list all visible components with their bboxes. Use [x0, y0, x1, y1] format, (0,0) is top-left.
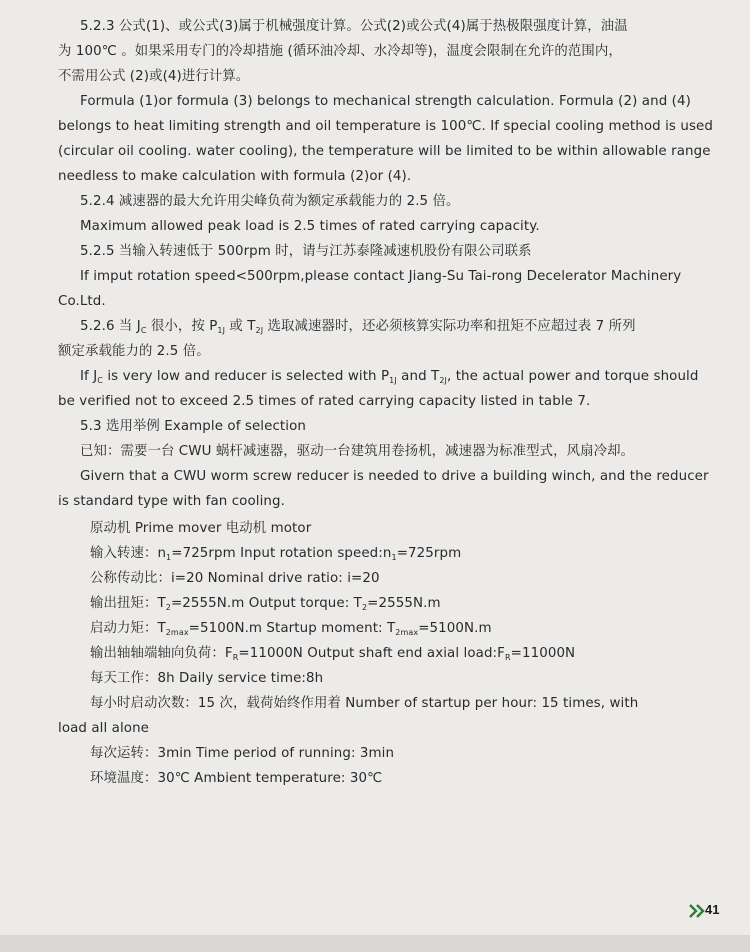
line-text: If imput rotation speed<500rpm,please contact Jiang-Su Tai-rong Decelerator Machinery	[80, 269, 682, 284]
text-line	[58, 143, 711, 161]
line-text: 公称传动比：i=20 Nominal drive ratio: i=20	[90, 571, 380, 586]
line-text: (circular oil cooling. water cooling), the temperature will be limited to be within allowable range	[58, 144, 711, 159]
text-line	[58, 118, 713, 136]
subscript-text: 2J	[255, 326, 264, 335]
line-text: Formula (1)or formula (3) belongs to mechanical strength calculation. Formula (2) and (4)	[80, 94, 691, 109]
line-text: =2555N.m	[367, 596, 441, 611]
double-chevron-icon	[688, 903, 706, 919]
text-line	[90, 520, 311, 538]
text-line	[58, 493, 285, 511]
subscript-text: C	[97, 376, 103, 385]
text-line	[90, 595, 441, 613]
text-line	[80, 418, 306, 436]
text-line	[80, 368, 698, 386]
line-text: Co.Ltd.	[58, 294, 106, 309]
line-text: load all alone	[58, 721, 150, 736]
subscript-text: C	[140, 326, 147, 335]
line-text: 额定承载能力的 2.5 倍。	[58, 344, 210, 359]
line-text: 或 T	[225, 319, 256, 334]
line-text: 环境温度：30℃ Ambient temperature: 30℃	[90, 771, 383, 786]
text-line	[90, 670, 323, 688]
text-line	[80, 193, 460, 211]
subscript-text: 1	[166, 553, 172, 562]
text-line	[80, 93, 691, 111]
text-line	[90, 645, 575, 663]
text-line	[90, 570, 380, 588]
line-text: =11000N Output shaft end axial load:F	[238, 646, 505, 661]
line-text: =725rpm Input rotation speed:n	[171, 546, 392, 561]
subscript-text: 1	[391, 553, 397, 562]
line-text: 5.2.6 当 J	[80, 319, 141, 334]
text-line	[80, 318, 636, 336]
page-number: 41	[705, 902, 720, 917]
line-text: 5.2.4 减速器的最大允许用尖峰负荷为额定承载能力的 2.5 倍。	[80, 194, 460, 209]
line-text: 启动力矩：T	[90, 621, 166, 636]
line-text: , the actual power and torque should	[446, 369, 699, 384]
text-line	[80, 218, 540, 236]
line-text: 很小，按 P	[146, 319, 218, 334]
line-text: needless to make calculation with formula (2)or (4).	[58, 169, 412, 184]
text-line	[90, 620, 492, 638]
text-line	[90, 545, 461, 563]
line-text: 每天工作：8h Daily service time:8h	[90, 671, 324, 686]
line-text: 每次运转：3min Time period of running: 3min	[90, 746, 395, 761]
text-line	[80, 468, 709, 486]
text-line	[58, 68, 249, 86]
page-footer-bar	[0, 935, 750, 952]
line-text: is standard type with fan cooling.	[58, 494, 285, 509]
line-text: =5100N.m Startup moment: T	[188, 621, 396, 636]
line-text: =11000N	[510, 646, 576, 661]
subscript-text: 1J	[217, 326, 226, 335]
text-line	[80, 243, 532, 261]
text-line	[58, 168, 411, 186]
text-line	[58, 43, 622, 61]
line-text: 5.2.3 公式(1)、或公式(3)属于机械强度计算。公式(2)或公式(4)属于热极限强度计算，油温	[80, 19, 628, 34]
line-text: =5100N.m	[418, 621, 492, 636]
line-text: Givern that a CWU worm screw reducer is needed to drive a building winch, and the reducer	[80, 469, 709, 484]
text-line	[80, 18, 628, 36]
subscript-text: 2max	[395, 628, 419, 637]
subscript-text: 2max	[165, 628, 189, 637]
subscript-text: 2	[361, 603, 368, 612]
subscript-text: R	[232, 653, 239, 662]
text-line	[58, 393, 590, 411]
text-line	[58, 720, 149, 738]
line-text: belongs to heat limiting strength and oil temperature is 100℃. If special cooling method is used	[58, 119, 713, 134]
line-text: 输出轴轴端轴向负荷：F	[90, 646, 233, 661]
line-text: 为 100℃ 。如果采用专门的冷却措施 (循环油冷却、水冷却等)，温度会限制在允许的范围内，	[58, 44, 622, 59]
text-line	[90, 770, 382, 788]
text-line	[58, 343, 210, 361]
line-text: =2555N.m Output torque: T	[170, 596, 362, 611]
text-line	[90, 695, 638, 713]
text-line	[90, 745, 394, 763]
line-text: Maximum allowed peak load is 2.5 times of rated carrying capacity.	[80, 219, 540, 234]
line-text: 5.3 选用举例 Example of selection	[80, 419, 306, 434]
line-text: =725rpm	[396, 546, 462, 561]
line-text: 已知：需要一台 CWU 蜗杆减速器，驱动一台建筑用卷扬机，减速器为标准型式，风扇冷却。	[80, 444, 635, 459]
subscript-text: 1J	[389, 376, 397, 385]
subscript-text: R	[504, 653, 511, 662]
text-line	[58, 293, 106, 311]
line-text: 输出扭矩：T	[90, 596, 166, 611]
subscript-text: 2	[165, 603, 171, 612]
line-text: 输入转速：n	[90, 546, 167, 561]
subscript-text: 2J	[439, 376, 447, 385]
line-text: 每小时启动次数：15 次，载荷始终作用着 Number of startup per hour: 15 times, with	[90, 696, 639, 711]
text-line	[80, 268, 681, 286]
line-text: 选取减速器时，还必须核算实际功率和扭矩不应超过表 7 所列	[263, 319, 636, 334]
line-text: 不需用公式 (2)或(4)进行计算。	[58, 69, 250, 84]
line-text: If J	[80, 369, 98, 384]
line-text: be verified not to exceed 2.5 times of rated carrying capacity listed in table 7.	[58, 394, 591, 409]
line-text: 原动机 Prime mover 电动机 motor	[90, 521, 312, 536]
line-text: and T	[396, 369, 440, 384]
line-text: is very low and reducer is selected with P	[102, 369, 390, 384]
line-text: 5.2.5 当输入转速低于 500rpm 时，请与江苏泰隆减速机股份有限公司联系	[80, 244, 532, 259]
text-line	[80, 443, 634, 461]
